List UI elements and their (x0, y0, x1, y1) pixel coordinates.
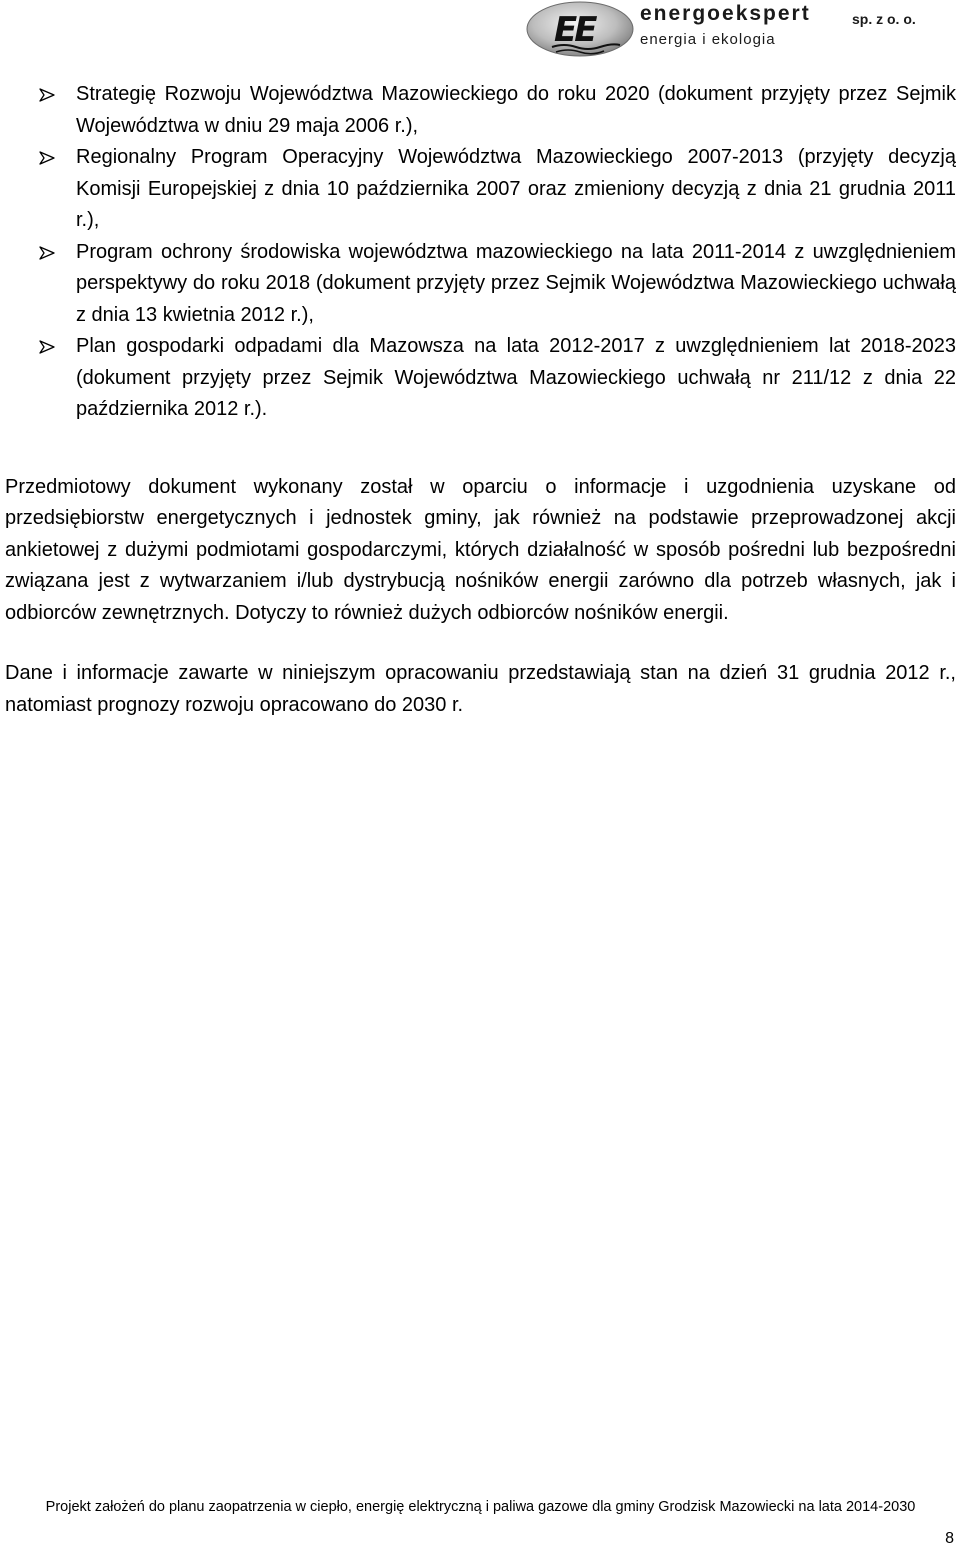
list-item-text: Strategię Rozwoju Województwa Mazowieckiego do roku 2020 (dokument przyjęty przez Sejmik Województwa w dniu 29 maja 2006 r.), (76, 83, 956, 137)
body-paragraph: Przedmiotowy dokument wykonany został w oparciu o informacje i uzgodnienia uzyskane od przedsiębiorstw energetycznych i jednostek gminy, jak również na podstawie przeprowadzonej akcji ankietowej z dużymi podmiotami gospodarczymi, których działalność w sposób pośredni lub bezpośredni związana jest z wytwarzaniem i/lub dystrybucją nośników energii zarówno dla potrzeb własnych, jak i odbiorców zewnętrznych. Dotyczy to również dużych odbiorców nośników energii. (5, 475, 956, 624)
body-paragraph: Dane i informacje zawarte w niniejszym opracowaniu przedstawiają stan na dzień 31 grudnia 2012 r., natomiast prognozy rozwoju opracowano do 2030 r. (5, 662, 956, 716)
page-number: 8 (945, 1530, 954, 1547)
list-item-text: Plan gospodarki odpadami dla Mazowsza na lata 2012-2017 z uwzględnieniem lat 2018-2023 (dokument przyjęty przez Sejmik Województwa Mazowieckiego uchwałą nr 211/12 z dnia 22 października 2012 r.). (76, 335, 956, 420)
arrowhead-bullet-icon (39, 246, 55, 260)
brand-company-form: sp. z o. o. (852, 11, 916, 27)
brand-name: energoekspert (640, 2, 811, 25)
page-header (0, 0, 960, 64)
arrowhead-bullet-icon (39, 151, 55, 165)
list-item (5, 79, 956, 142)
list-item (5, 237, 956, 332)
list-item-text: Regionalny Program Operacyjny Województwa Mazowieckiego 2007-2013 (przyjęty decyzją Komisji Europejskiej z dnia 10 października 2007 oraz zmieniony decyzją z dnia 21 grudnia 2011 r.), (76, 146, 956, 231)
list-item (5, 331, 956, 426)
brand-tagline: energia i ekologia (640, 31, 776, 48)
svg-text:EE: EE (554, 10, 595, 50)
document-body (5, 79, 956, 721)
list-item-text: Program ochrony środowiska województwa mazowieckiego na lata 2011-2014 z uwzględnieniem perspektywy do roku 2018 (dokument przyjęty przez Sejmik Województwa Mazowieckiego uchwałą z dnia 13 kwietnia 2012 r.), (76, 240, 956, 326)
document-list (5, 79, 956, 426)
arrowhead-bullet-icon (39, 88, 55, 102)
list-item (5, 142, 956, 237)
arrowhead-bullet-icon (39, 340, 55, 354)
footer-document-title: Projekt założeń do planu zaopatrzenia w ciepło, energię elektryczną i paliwa gazowe dla gminy Grodzisk Mazowiecki na lata 2014-2030 (45, 1499, 916, 1515)
ee-logo-icon (524, 0, 636, 60)
